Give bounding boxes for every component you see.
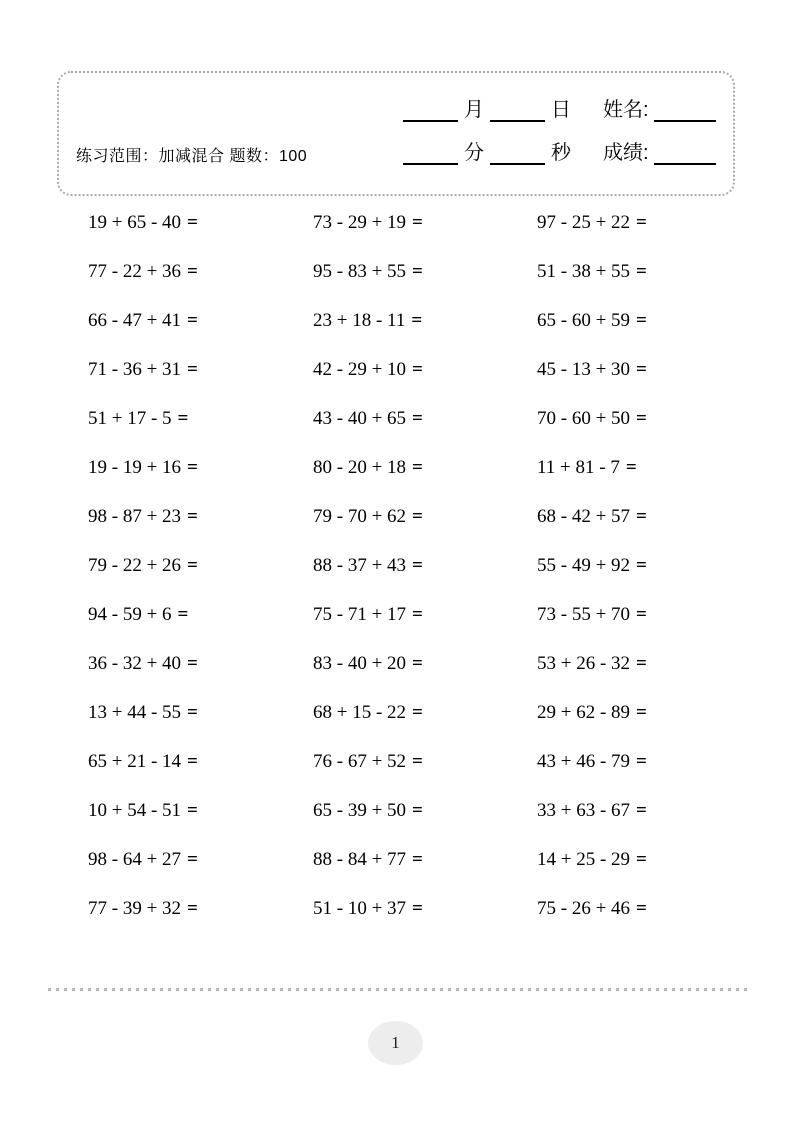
problem [537,456,748,505]
practice-info: 练习范围：加减混合 题数：100 [76,148,308,165]
equals-sign: = [187,702,198,723]
name-label: 姓名: [603,99,649,121]
equals-sign: = [412,653,423,674]
problem [537,358,748,407]
equals-sign: = [187,555,198,576]
problems-grid [88,211,748,946]
score-blank [654,141,716,165]
problem-expression: 36 - 32 + 40 [88,653,182,674]
problem [537,897,748,946]
day-blank [490,98,545,122]
equals-sign: = [177,604,189,625]
equals-sign: = [636,653,647,674]
problem-expression: 83 - 40 + 20 [313,653,407,674]
problem [88,309,313,358]
problem-expression: 65 - 39 + 50 [313,800,407,821]
problem-expression: 79 - 70 + 62 [313,506,407,527]
problem [88,848,313,897]
problem [88,407,313,456]
equals-sign: = [625,457,637,478]
problem [313,407,537,456]
page-number-badge [368,1021,423,1065]
problem-expression: 43 - 40 + 65 [313,408,407,429]
equals-sign: = [187,310,198,331]
problem [88,701,313,750]
problem-expression: 98 - 64 + 27 [88,849,182,870]
problem-expression: 73 - 29 + 19 [313,212,407,233]
problem-expression: 55 - 49 + 92 [537,555,631,576]
problem-expression: 13 + 44 - 55 [88,702,182,723]
problem-expression: 77 - 22 + 36 [88,261,182,282]
problem-expression: 88 - 84 + 77 [313,849,407,870]
equals-sign: = [187,457,198,478]
problem [537,799,748,848]
problem-expression: 10 + 54 - 51 [88,800,182,821]
problem [88,211,313,260]
problem-expression: 94 - 59 + 6 [88,604,172,625]
equals-sign: = [412,359,423,380]
equals-sign: = [412,506,423,527]
problem [313,848,537,897]
problem [537,260,748,309]
problem [537,848,748,897]
problem [88,554,313,603]
equals-sign: = [187,653,198,674]
problem-expression: 42 - 29 + 10 [313,359,407,380]
problem [537,603,748,652]
problem [88,799,313,848]
problem-expression: 29 + 62 - 89 [537,702,631,723]
equals-sign: = [636,408,647,429]
date-name-row [403,98,716,122]
problem [313,358,537,407]
problem [313,456,537,505]
problem-expression: 98 - 87 + 23 [88,506,182,527]
equals-sign: = [187,212,198,233]
name-blank [654,98,716,122]
equals-sign: = [412,751,423,772]
equals-sign: = [412,702,423,723]
problem-expression: 14 + 25 - 29 [537,849,631,870]
equals-sign: = [636,506,647,527]
equals-sign: = [636,849,647,870]
problem-expression: 19 - 19 + 16 [88,457,182,478]
problem-expression: 68 - 42 + 57 [537,506,631,527]
problem-expression: 77 - 39 + 32 [88,898,182,919]
problem-expression: 68 + 15 - 22 [313,702,407,723]
problem-expression: 70 - 60 + 50 [537,408,631,429]
equals-sign: = [187,800,198,821]
equals-sign: = [411,310,423,331]
equals-sign: = [636,800,647,821]
problem-expression: 43 + 46 - 79 [537,751,631,772]
header-box [57,71,735,196]
problem-expression: 73 - 55 + 70 [537,604,631,625]
equals-sign: = [636,702,647,723]
problem [313,211,537,260]
equals-sign: = [412,849,423,870]
month-label: 月 [464,99,484,121]
equals-sign: = [187,506,198,527]
month-blank [403,98,458,122]
equals-sign: = [412,898,423,919]
problem [313,799,537,848]
problem-expression: 71 - 36 + 31 [88,359,182,380]
equals-sign: = [636,604,647,625]
problem [88,652,313,701]
second-blank [490,141,545,165]
problem-expression: 51 - 38 + 55 [537,261,631,282]
problem-expression: 45 - 13 + 30 [537,359,631,380]
problem [313,701,537,750]
problem-expression: 51 - 10 + 37 [313,898,407,919]
problem-expression: 19 + 65 - 40 [88,212,182,233]
problem [313,897,537,946]
equals-sign: = [177,408,189,429]
problem [537,554,748,603]
equals-sign: = [412,408,423,429]
problem [537,652,748,701]
equals-sign: = [187,751,198,772]
problem-expression: 79 - 22 + 26 [88,555,182,576]
problem [88,603,313,652]
equals-sign: = [412,555,423,576]
equals-sign: = [636,555,647,576]
problem [313,603,537,652]
equals-sign: = [412,261,423,282]
problem [313,309,537,358]
problem [537,407,748,456]
minute-blank [403,141,458,165]
problem [88,505,313,554]
equals-sign: = [636,359,647,380]
problem-expression: 23 + 18 - 11 [313,310,406,331]
problem [313,652,537,701]
equals-sign: = [636,212,647,233]
equals-sign: = [636,261,647,282]
problem [88,456,313,505]
problem [88,358,313,407]
problem [537,211,748,260]
problem-expression: 53 + 26 - 32 [537,653,631,674]
dotted-separator [48,988,748,991]
problem [537,309,748,358]
equals-sign: = [636,751,647,772]
problem [88,750,313,799]
page-number: 1 [391,1033,400,1052]
equals-sign: = [412,457,423,478]
problem-expression: 80 - 20 + 18 [313,457,407,478]
equals-sign: = [187,359,198,380]
problem-expression: 75 - 26 + 46 [537,898,631,919]
problem [537,701,748,750]
score-label: 成绩: [603,142,649,164]
problem-expression: 95 - 83 + 55 [313,261,407,282]
time-score-row [403,141,716,165]
problem [313,505,537,554]
equals-sign: = [412,800,423,821]
problem-expression: 66 - 47 + 41 [88,310,182,331]
problem-expression: 76 - 67 + 52 [313,751,407,772]
equals-sign: = [187,261,198,282]
problem [88,897,313,946]
problem-expression: 33 + 63 - 67 [537,800,631,821]
equals-sign: = [187,898,198,919]
problem [313,554,537,603]
equals-sign: = [412,604,423,625]
problem-expression: 65 + 21 - 14 [88,751,182,772]
problem [537,750,748,799]
equals-sign: = [636,898,647,919]
problem-expression: 11 + 81 - 7 [537,457,620,478]
equals-sign: = [412,212,423,233]
equals-sign: = [636,310,647,331]
problem-expression: 51 + 17 - 5 [88,408,172,429]
problem-expression: 97 - 25 + 22 [537,212,631,233]
problem-expression: 75 - 71 + 17 [313,604,407,625]
second-label: 秒 [551,142,571,164]
day-label: 日 [551,99,571,121]
problem [88,260,313,309]
problem [537,505,748,554]
problem [313,260,537,309]
problem [313,750,537,799]
equals-sign: = [187,849,198,870]
problem-expression: 65 - 60 + 59 [537,310,631,331]
problem-expression: 88 - 37 + 43 [313,555,407,576]
minute-label: 分 [464,142,484,164]
